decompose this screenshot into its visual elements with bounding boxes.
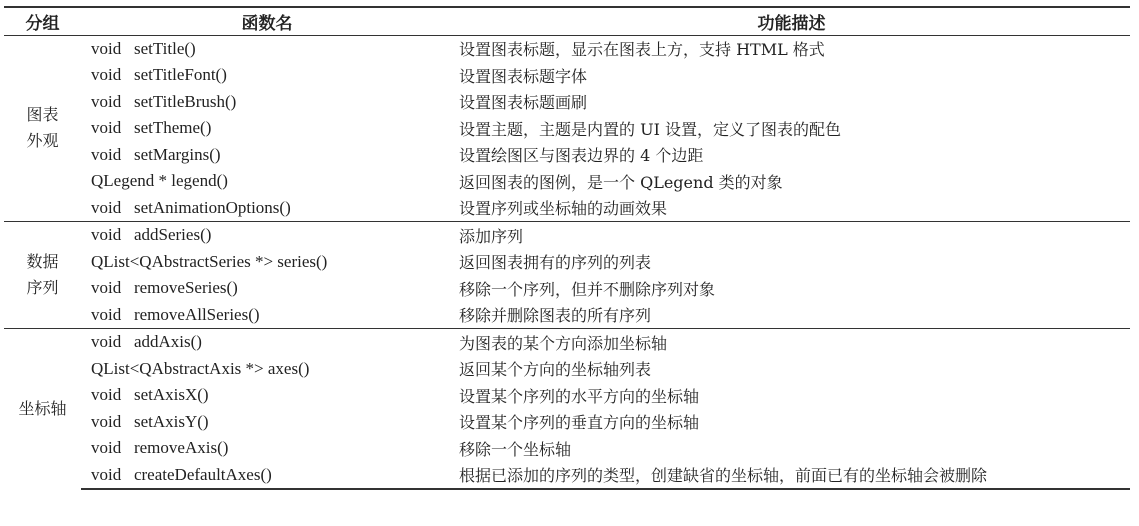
description-cell: 设置某个序列的水平方向的坐标轴 [459,386,700,406]
function-name-cell: void addSeries() [81,222,453,249]
function-name-cell: void addAxis() [81,329,453,356]
table-row [4,62,1130,89]
function-name-cell: void setAxisY() [91,411,209,431]
table-row [4,168,1130,195]
group-label [4,222,81,329]
description-cell: 设置绘图区与图表边界的 4 个边距 [459,146,704,166]
description-cell: 添加序列 [453,222,1130,249]
table-row [4,409,1130,436]
function-name-cell: void setTitleFont() [91,65,227,85]
function-name-cell: void setAnimationOptions() [91,197,291,217]
function-name-cell: void removeAxis() [91,438,229,458]
header-function: 函数名 [81,7,453,35]
function-name-cell: void setAxisX() [91,385,209,405]
function-name-cell: void removeSeries() [91,278,238,298]
function-name-cell: void setTitleBrush() [91,91,237,111]
table-row [4,462,1130,490]
group-label-line: 序列 [26,278,59,297]
table-row [4,382,1130,409]
header-group: 分组 [4,7,81,35]
group-label-line: 图表 [26,105,59,125]
description-cell: 返回图表拥有的序列的列表 [459,253,652,273]
group-label [4,35,81,222]
description-cell: 设置图表标题，显示在图表上方，支持 HTML 格式 [459,40,825,60]
description-cell: 设置图表标题画刷 [459,93,588,113]
group-label [4,329,81,490]
table-row [4,302,1130,329]
description-cell: 设置图表标题字体 [459,66,588,86]
group-label-line: 坐标轴 [18,399,67,418]
group-label-line: 外观 [26,131,59,151]
description-cell: 返回某个方向的坐标轴列表 [459,360,652,380]
table-row [4,275,1130,302]
function-name-cell: void removeAllSeries() [91,304,260,324]
description-cell: 移除并删除图表的所有序列 [459,306,652,326]
table-row [4,222,1130,249]
description-cell: 设置某个序列的垂直方向的坐标轴 [459,413,700,433]
table-row [4,195,1130,222]
description-cell: 移除一个序列，但并不删除序列对象 [459,279,716,299]
description-cell: 返回图表的图例，是一个 QLegend 类的对象 [459,172,783,192]
function-name-cell: void createDefaultAxes() [81,462,453,490]
description-cell: 设置主题，主题是内置的 UI 设置，定义了图表的配色 [459,119,841,139]
function-name-cell: QLegend * legend() [91,171,228,191]
function-name-cell: QList<QAbstractAxis *> axes() [91,358,310,378]
table-row [4,329,1130,356]
table-body [4,35,1130,489]
function-name-cell: QList<QAbstractSeries *> series() [91,251,328,271]
function-name-cell: void setTheme() [91,118,212,138]
group-label-line: 数据 [26,252,59,271]
description-cell: 设置序列或坐标轴的动画效果 [459,199,668,219]
function-name-cell: void setMargins() [91,144,221,164]
table-header-row [4,7,1130,35]
function-table [4,6,1130,490]
description-cell: 为图表的某个方向添加坐标轴 [453,329,1130,356]
table-row [4,115,1130,142]
table-row [4,435,1130,462]
table-row [4,356,1130,383]
table-row [4,249,1130,276]
table-row [4,89,1130,116]
description-cell: 根据已添加的序列的类型，创建缺省的坐标轴，前面已有的坐标轴会被删除 [453,462,1130,490]
table-row [4,35,1130,62]
description-cell: 移除一个坐标轴 [459,439,572,459]
header-description: 功能描述 [453,7,1130,35]
function-name-cell: void setTitle() [91,38,196,58]
table-row [4,142,1130,169]
